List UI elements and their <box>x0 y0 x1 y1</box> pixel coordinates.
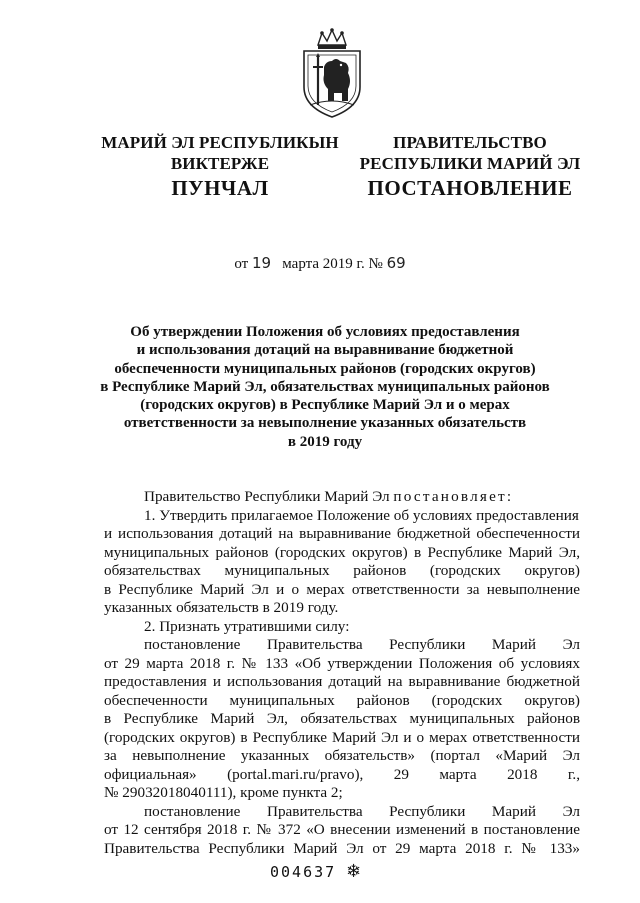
intro-spaced: постановляет: <box>393 488 514 505</box>
body-line: указанных обязательств в 2019 году. <box>104 599 339 616</box>
document-body <box>104 488 580 858</box>
body-line: и использования дотаций на выравнивание бюджетной обеспеченности <box>104 525 580 542</box>
date-month-year: марта 2019 г. № <box>282 256 383 272</box>
title-line: обеспеченности муниципальных районов (городских округов) <box>114 360 536 377</box>
title-line: и использования дотаций на выравнивание бюджетной <box>136 342 514 359</box>
body-line: 2. Признать утратившими силу: <box>144 617 350 635</box>
body-line: постановление Правительства Республики Марий Эл <box>144 636 580 653</box>
document-title <box>100 323 550 451</box>
header-right-org <box>355 132 585 174</box>
header-left-org <box>95 132 345 174</box>
body-line: от 12 сентября 2018 г. № 372 «О внесении изменений в постановление <box>104 821 580 838</box>
body-line: официальная» (portal.mari.ru/pravo), 29 марта 2018 г., <box>104 765 580 783</box>
title-line: в 2019 году <box>287 433 363 450</box>
intro-line <box>104 488 580 507</box>
body-line: (городских округов) в Республике Марий Эл и о мерах ответственности <box>104 728 580 746</box>
body-line: обеспеченности муниципальных районов (городских округов) <box>104 691 580 709</box>
date-prefix: от <box>234 256 249 272</box>
body-line: в Республике Марий Эл и о мерах ответственности за невыполнение <box>104 580 580 598</box>
doc-type-mari: ПУНЧАЛ <box>171 176 269 200</box>
body-line: № 29032018040111), кроме пункта 2; <box>104 784 343 801</box>
title-line: ответственности за невыполнение указанных обязательств <box>123 415 527 432</box>
header-left-line2: ВИКТЕРЖЕ <box>170 154 270 173</box>
header-right-line2: РЕСПУБЛИКИ МАРИЙ ЭЛ <box>359 154 581 173</box>
body-line: обязательствах муниципальных районов (городских округов) <box>104 562 580 579</box>
body-line: Правительства Республики Марий Эл от 29 марта 2018 г. № 133» <box>104 839 580 857</box>
date-line <box>0 254 640 273</box>
title-line: в Республике Марий Эл, обязательствах муниципальных районов <box>100 378 550 395</box>
snowflake-mark-icon: ❄ <box>346 861 362 882</box>
doc-number: 69 <box>386 254 406 272</box>
body-line: за невыполнение указанных обязательств» (портал «Марий Эл <box>104 747 580 764</box>
body-line: 1. Утвердить прилагаемое Положение об условиях предоставления <box>144 506 579 524</box>
body-line: муниципальных районов (городских округов) в Республике Марий Эл, <box>104 543 580 561</box>
header-right-line1: ПРАВИТЕЛЬСТВО <box>393 133 547 152</box>
body-line: в Республике Марий Эл, обязательствах муниципальных районов <box>104 710 580 727</box>
coat-of-arms-emblem <box>296 27 368 119</box>
title-line: (городских округов) в Республике Марий Эл и о мерах <box>140 397 510 414</box>
title-line: Об утверждении Положения об условиях предоставления <box>130 324 520 340</box>
form-serial-number: 004637 <box>270 863 337 881</box>
date-day: 19 <box>251 254 272 272</box>
intro-prefix: Правительство Республики Марий Эл <box>144 488 390 505</box>
body-line: от 29 марта 2018 г. № 133 «Об утверждении Положения об условиях <box>104 654 580 672</box>
body-line: постановление Правительства Республики Марий Эл <box>144 802 580 820</box>
header-left-line1: МАРИЙ ЭЛ РЕСПУБЛИКЫН <box>101 133 339 152</box>
doc-type-russian: ПОСТАНОВЛЕНИЕ <box>367 176 573 200</box>
body-line: предоставления и использования дотаций на выравнивание бюджетной <box>104 673 580 690</box>
